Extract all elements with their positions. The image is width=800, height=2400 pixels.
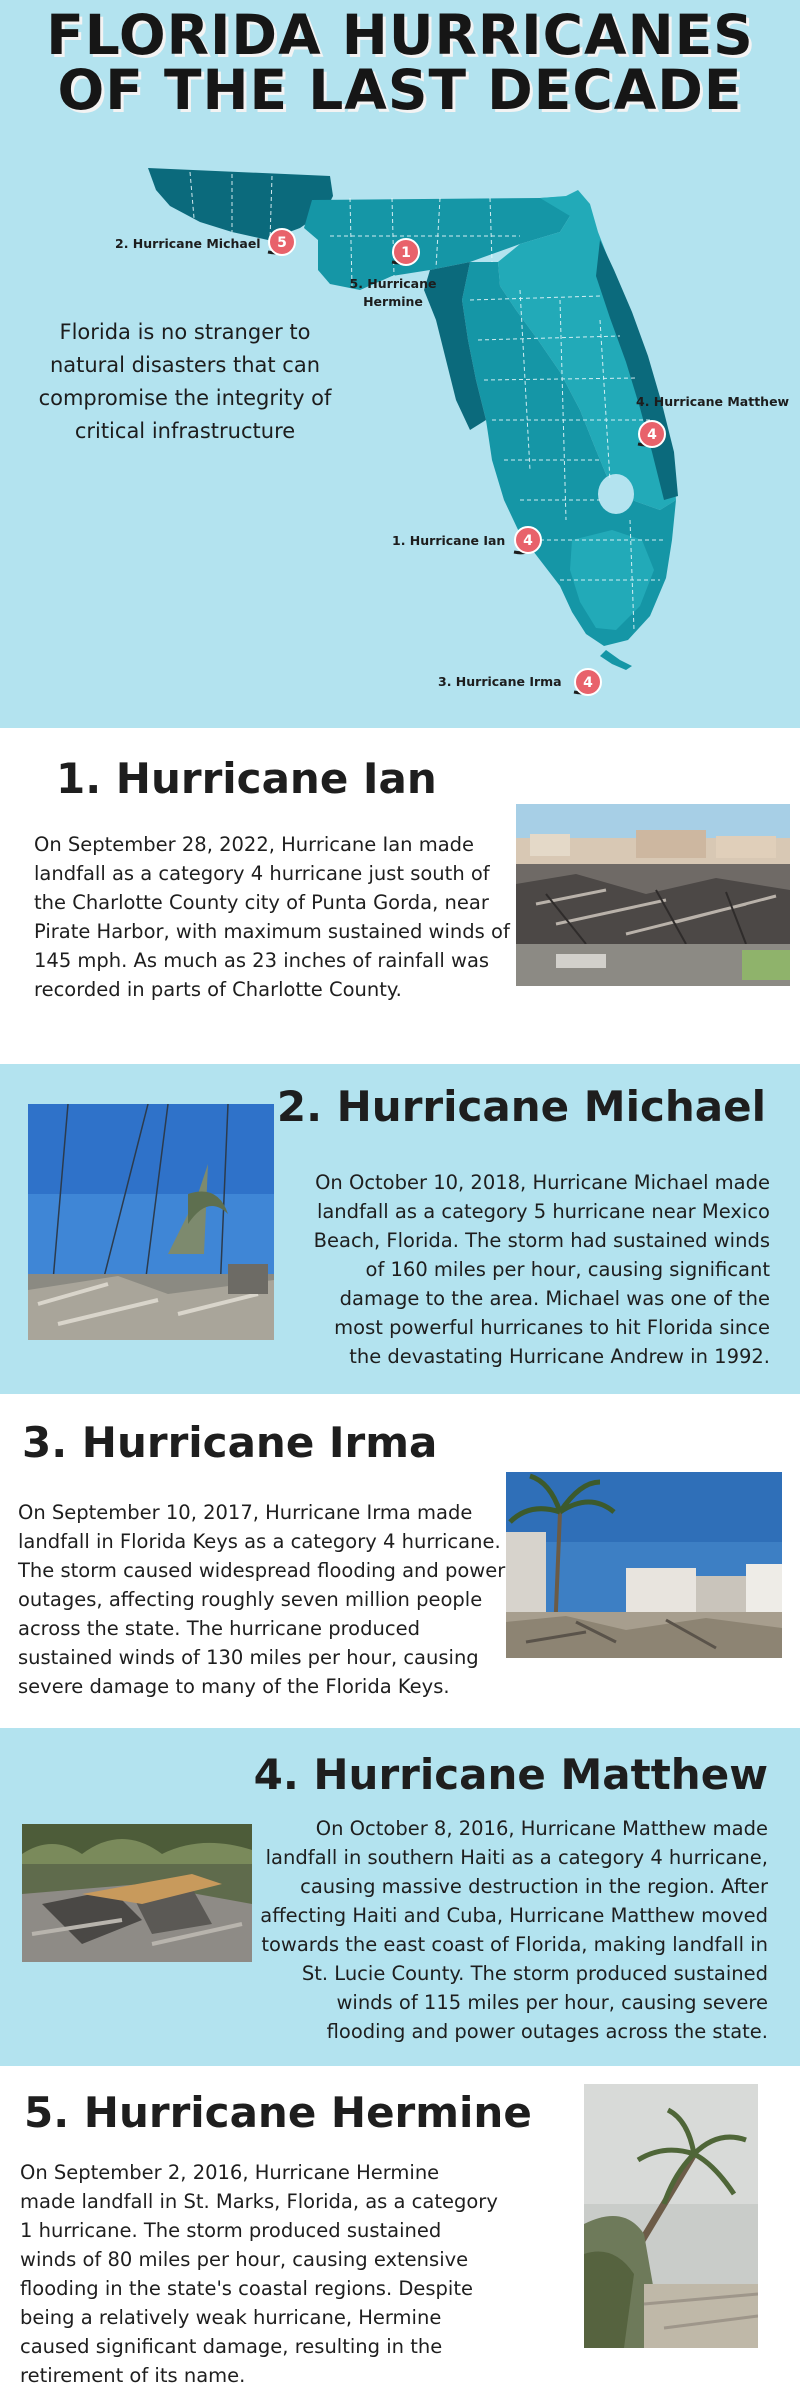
section-ian-body: On September 28, 2022, Hurricane Ian made landfall as a category 4 hurricane just south of the Charlotte County city of Punta Gorda, near Pirate Harbor, with maximum sustained winds of 145 mph. As much as 23 inches of rainfall was recorded in parts of Charlotte County. bbox=[34, 833, 510, 1001]
label-irma: 3. Hurricane Irma bbox=[438, 674, 562, 689]
ian-damage-photo bbox=[516, 804, 790, 986]
label-hermine-line-2: Hermine bbox=[363, 294, 423, 309]
marker-irma[interactable] bbox=[574, 669, 601, 695]
section-hermine bbox=[0, 2066, 800, 2400]
label-matthew: 4. Hurricane Matthew bbox=[636, 394, 790, 409]
title-line-2: OF THE LAST DECADE bbox=[57, 58, 743, 122]
irma-damage-photo bbox=[506, 1472, 782, 1658]
section-michael-body: On October 10, 2018, Hurricane Michael made landfall as a category 5 hurricane near Mexico Beach, Florida. The storm had sustained winds of 160 miles per hour, causing significant damage to the area. Michael was one of the most powerful hurricanes to hit Florida since the devastating Hurricane Andrew in 1992. bbox=[313, 1171, 770, 1368]
section-michael bbox=[0, 1064, 800, 1394]
marker-michael[interactable] bbox=[268, 229, 295, 255]
section-irma-title: 3. Hurricane Irma bbox=[22, 1418, 438, 1467]
section-matthew bbox=[0, 1728, 800, 2066]
marker-matthew-number: 4 bbox=[647, 427, 657, 443]
florida-panhandle bbox=[148, 168, 333, 240]
section-hermine-body: On September 2, 2016, Hurricane Hermine made landfall in St. Marks, Florida, as a category 1 hurricane. The storm produced sustained winds of 80 miles per hour, causing extensive flooding in the state's coastal regions. Despite being a relatively weak hurricane, Hermine caused significant damage, resulting in the retirement of its name. bbox=[20, 2161, 498, 2387]
marker-hermine[interactable] bbox=[392, 239, 419, 265]
section-matthew-body: On October 8, 2016, Hurricane Matthew made landfall in southern Haiti as a category 4 hurricane, causing massive destruction in the region. After affecting Haiti and Cuba, Hurricane Matthew moved towards the east coast of Florida, making landfall in St. Lucie County. The storm produced sustained winds of 115 miles per hour, causing severe flooding and power outages across the state. bbox=[260, 1817, 768, 2043]
marker-ian-number: 4 bbox=[523, 533, 533, 549]
section-ian bbox=[0, 728, 800, 1064]
michael-damage-photo bbox=[28, 1104, 274, 1340]
section-hermine-title: 5. Hurricane Hermine bbox=[24, 2088, 532, 2137]
marker-hermine-number: 1 bbox=[401, 245, 411, 261]
section-matthew-title: 4. Hurricane Matthew bbox=[253, 1750, 768, 1799]
section-michael-title: 2. Hurricane Michael bbox=[276, 1082, 766, 1131]
florida-keys bbox=[600, 650, 632, 670]
section-irma-body: On September 10, 2017, Hurricane Irma made landfall in Florida Keys as a category 4 hurricane. The storm caused widespread flooding and power outages, affecting roughly seven million people across the state. The hurricane produced sustained winds of 130 miles per hour, causing severe damage to many of the Florida Keys. bbox=[18, 1501, 506, 1698]
section-irma bbox=[0, 1394, 800, 1728]
marker-irma-number: 4 bbox=[583, 675, 593, 691]
label-michael: 2. Hurricane Michael bbox=[115, 236, 261, 251]
marker-michael-number: 5 bbox=[277, 235, 287, 251]
marker-ian[interactable] bbox=[514, 527, 541, 553]
marker-matthew[interactable] bbox=[638, 421, 665, 447]
label-ian: 1. Hurricane Ian bbox=[392, 533, 506, 548]
lake-okeechobee bbox=[598, 474, 634, 514]
label-hermine-line-1: 5. Hurricane bbox=[349, 276, 437, 291]
hero-section bbox=[0, 0, 800, 728]
title-line-1: FLORIDA HURRICANES bbox=[46, 3, 754, 67]
matthew-damage-photo bbox=[22, 1824, 252, 1962]
hermine-damage-photo bbox=[584, 2084, 758, 2348]
section-ian-title: 1. Hurricane Ian bbox=[56, 754, 437, 803]
hero-intro-text: Florida is no stranger to natural disasters that can compromise the integrity of critical infrastructure bbox=[38, 320, 332, 443]
